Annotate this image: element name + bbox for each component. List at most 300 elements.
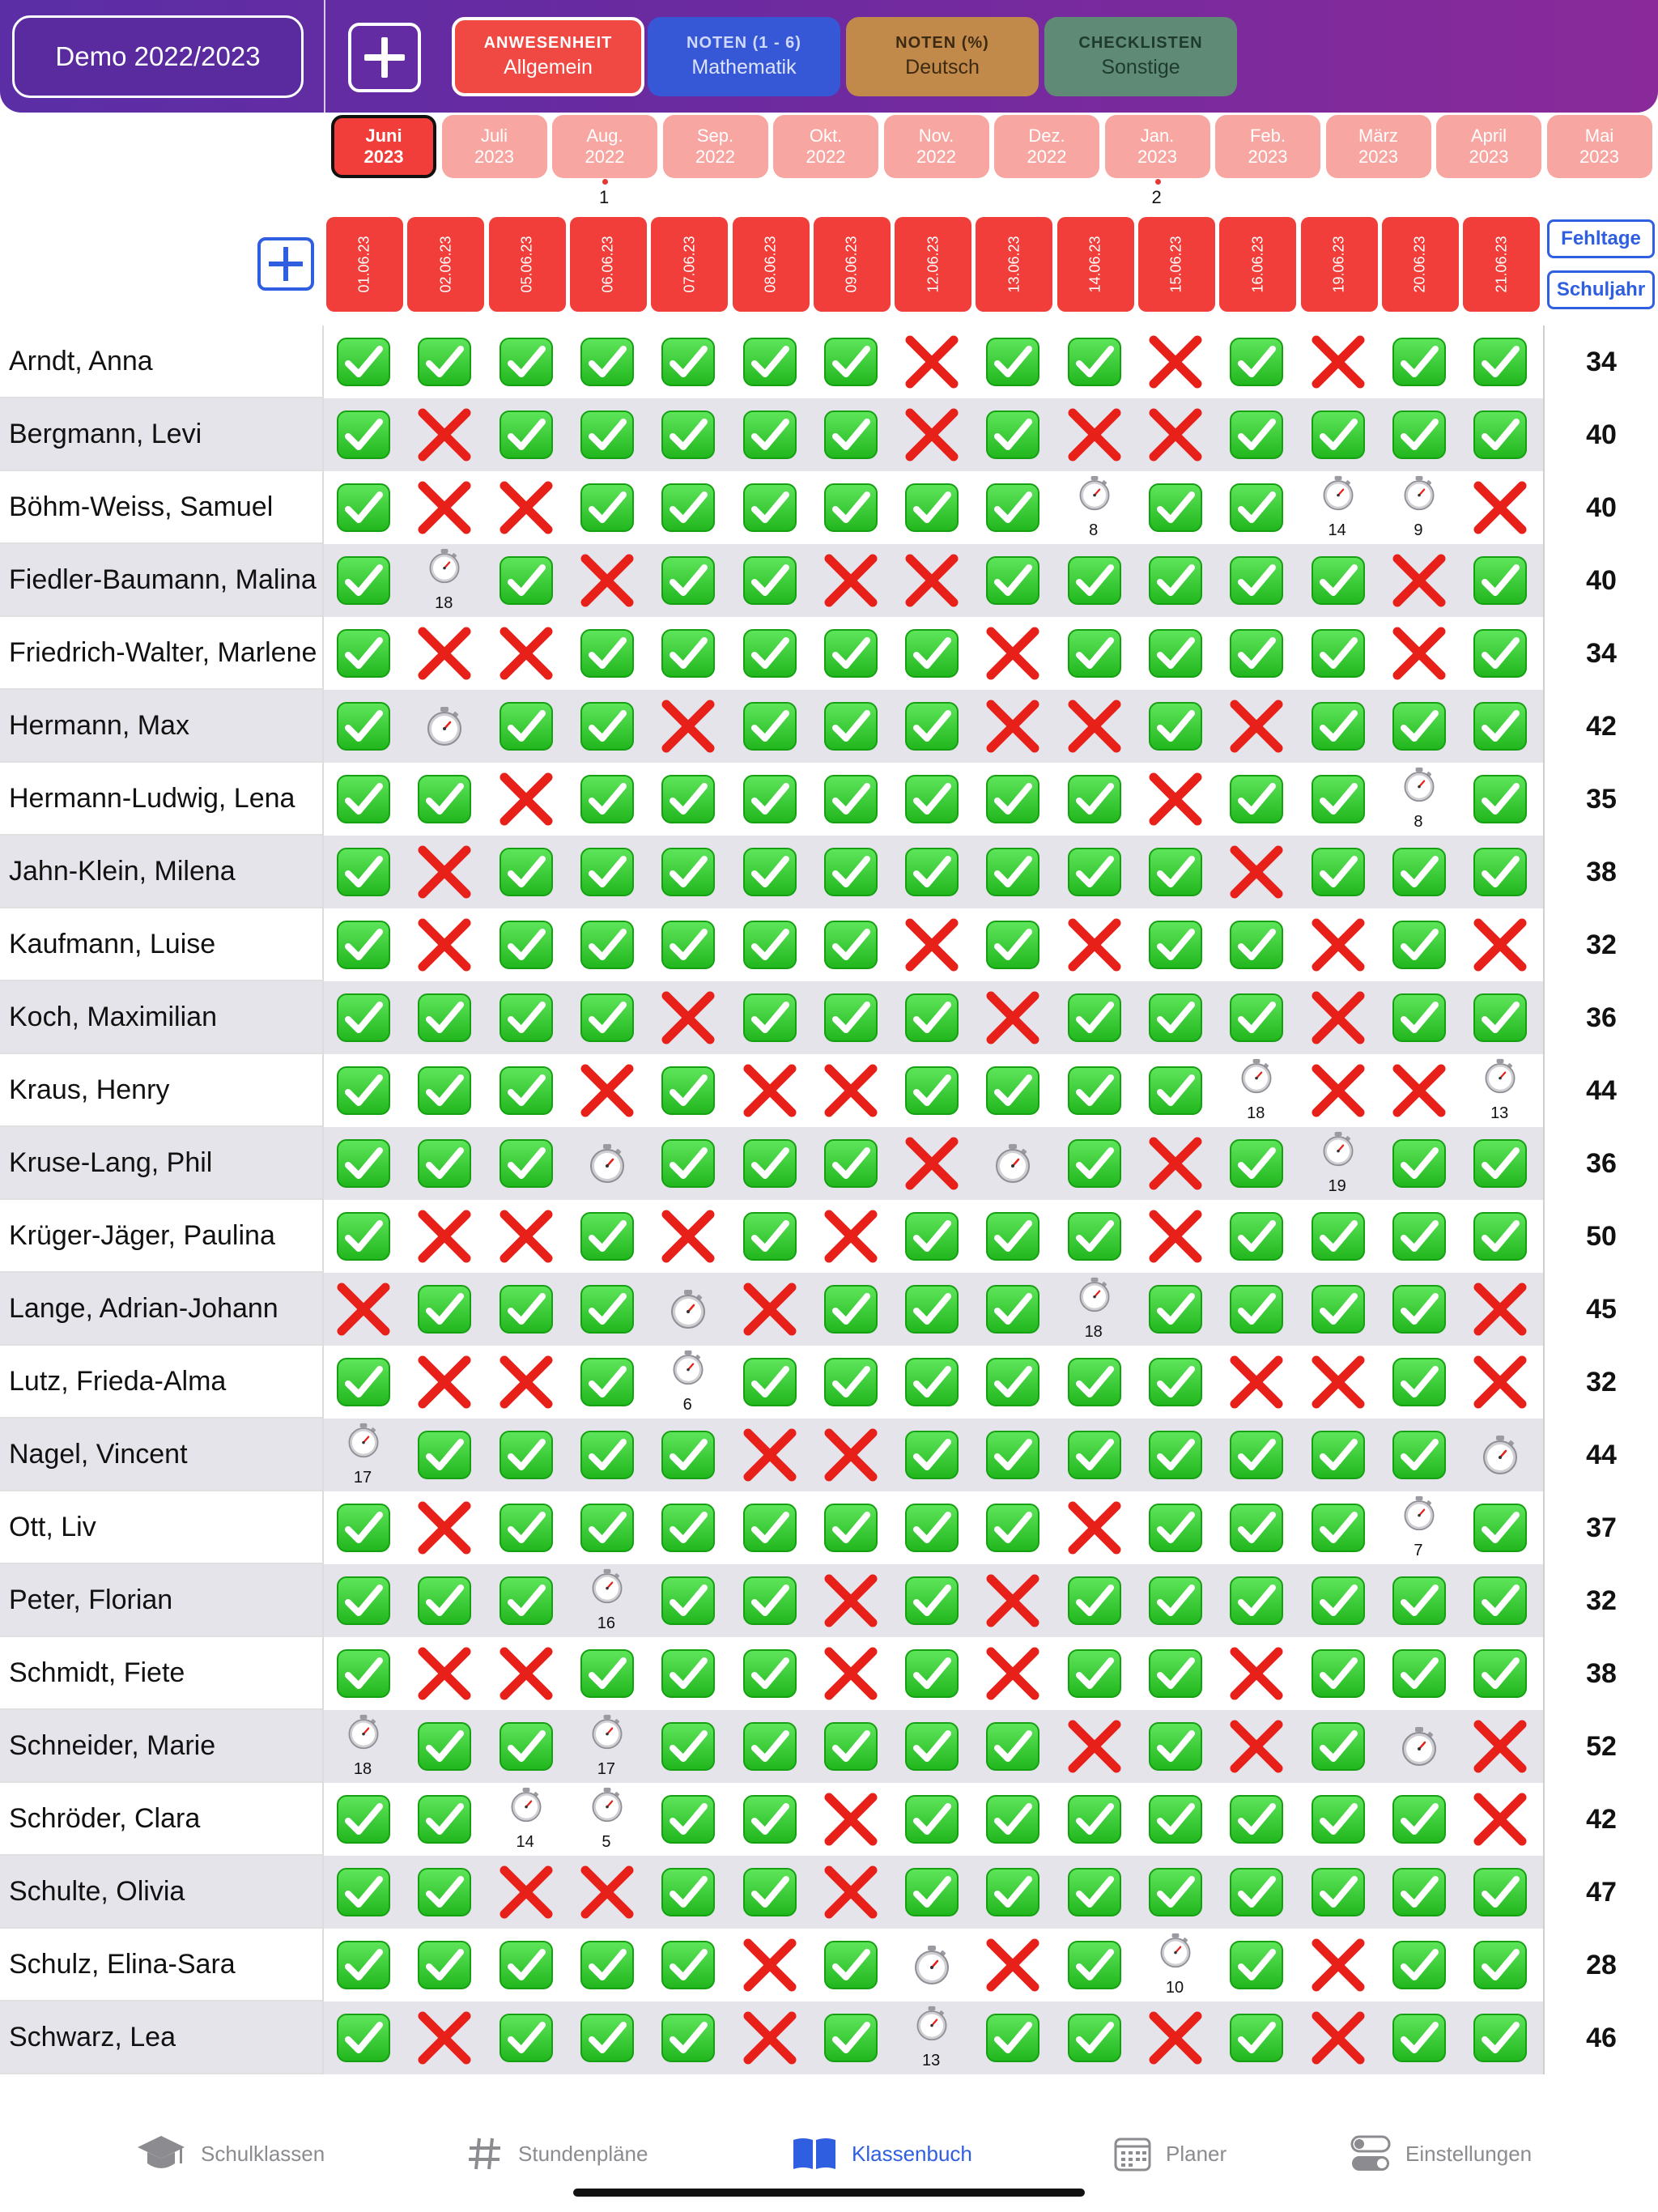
attendance-cell[interactable]	[892, 690, 970, 763]
attendance-cell[interactable]	[892, 1710, 970, 1783]
attendance-cell[interactable]	[324, 1710, 402, 1783]
student-name[interactable]: Hermann-Ludwig, Lena	[0, 763, 322, 836]
attendance-cell[interactable]	[405, 1273, 483, 1346]
date-column-header[interactable]: 12.06.23	[895, 217, 971, 312]
attendance-cell[interactable]	[730, 1637, 808, 1710]
attendance-cell[interactable]	[1217, 908, 1295, 981]
attendance-cell[interactable]	[1055, 1273, 1133, 1346]
attendance-cell[interactable]	[811, 398, 889, 471]
attendance-cell[interactable]	[973, 1419, 1051, 1491]
attendance-cell[interactable]	[973, 690, 1051, 763]
attendance-cell[interactable]	[1299, 1419, 1376, 1491]
attendance-cell[interactable]	[892, 1564, 970, 1637]
attendance-cell[interactable]	[1136, 1419, 1214, 1491]
attendance-cell[interactable]	[324, 1637, 402, 1710]
attendance-cell[interactable]	[487, 2001, 564, 2074]
attendance-cell[interactable]	[973, 1783, 1051, 1856]
attendance-cell[interactable]	[568, 1200, 645, 1273]
attendance-cell[interactable]	[568, 1419, 645, 1491]
attendance-cell[interactable]	[405, 836, 483, 908]
attendance-cell[interactable]	[892, 1273, 970, 1346]
attendance-cell[interactable]	[1299, 1783, 1376, 1856]
tab-noten-deutsch[interactable]: NOTEN (%) Deutsch	[846, 17, 1039, 96]
attendance-cell[interactable]	[487, 1346, 564, 1419]
attendance-cell[interactable]	[324, 763, 402, 836]
attendance-cell[interactable]	[1460, 1564, 1538, 1637]
attendance-cell[interactable]	[487, 617, 564, 690]
attendance-cell[interactable]	[1299, 1856, 1376, 1929]
attendance-cell[interactable]	[1380, 471, 1457, 544]
add-button[interactable]	[348, 23, 421, 92]
attendance-cell[interactable]	[1217, 836, 1295, 908]
attendance-cell[interactable]	[568, 981, 645, 1054]
month-8[interactable]	[1215, 115, 1320, 178]
attendance-cell[interactable]	[487, 690, 564, 763]
date-column-header[interactable]: 07.06.23	[651, 217, 728, 312]
attendance-cell[interactable]	[324, 836, 402, 908]
attendance-cell[interactable]	[973, 471, 1051, 544]
attendance-cell[interactable]	[1055, 763, 1133, 836]
student-name[interactable]: Friedrich-Walter, Marlene	[0, 617, 322, 690]
attendance-cell[interactable]	[568, 2001, 645, 2074]
attendance-cell[interactable]	[568, 1783, 645, 1856]
fehltage-button[interactable]: Fehltage	[1547, 219, 1655, 258]
attendance-cell[interactable]	[730, 2001, 808, 2074]
attendance-cell[interactable]	[324, 1200, 402, 1273]
date-column-header[interactable]: 01.06.23	[326, 217, 403, 312]
date-column-header[interactable]: 16.06.23	[1219, 217, 1296, 312]
attendance-cell[interactable]	[324, 398, 402, 471]
attendance-cell[interactable]	[811, 471, 889, 544]
attendance-cell[interactable]	[405, 544, 483, 617]
attendance-cell[interactable]	[405, 1637, 483, 1710]
attendance-cell[interactable]	[1055, 1419, 1133, 1491]
student-name[interactable]: Kraus, Henry	[0, 1054, 322, 1127]
attendance-cell[interactable]	[405, 981, 483, 1054]
attendance-cell[interactable]	[1136, 981, 1214, 1054]
attendance-cell[interactable]	[1136, 1273, 1214, 1346]
attendance-cell[interactable]	[1299, 617, 1376, 690]
attendance-cell[interactable]	[324, 908, 402, 981]
attendance-cell[interactable]	[648, 1564, 726, 1637]
student-name[interactable]: Böhm-Weiss, Samuel	[0, 471, 322, 544]
attendance-cell[interactable]	[811, 1637, 889, 1710]
date-column-header[interactable]: 21.06.23	[1463, 217, 1540, 312]
attendance-cell[interactable]	[487, 471, 564, 544]
attendance-cell[interactable]	[648, 1127, 726, 1200]
tab-checklisten[interactable]: CHECKLISTEN Sonstige	[1044, 17, 1237, 96]
attendance-cell[interactable]	[487, 1491, 564, 1564]
attendance-cell[interactable]	[568, 836, 645, 908]
attendance-cell[interactable]	[405, 1419, 483, 1491]
attendance-cell[interactable]	[730, 1929, 808, 2001]
attendance-cell[interactable]	[1380, 325, 1457, 398]
attendance-cell[interactable]	[811, 690, 889, 763]
attendance-cell[interactable]	[324, 690, 402, 763]
attendance-cell[interactable]	[324, 471, 402, 544]
attendance-cell[interactable]	[1299, 1200, 1376, 1273]
attendance-cell[interactable]	[648, 1200, 726, 1273]
attendance-cell[interactable]	[892, 981, 970, 1054]
attendance-cell[interactable]	[1299, 1273, 1376, 1346]
attendance-cell[interactable]	[487, 836, 564, 908]
attendance-cell[interactable]	[324, 1783, 402, 1856]
attendance-cell[interactable]	[1055, 1200, 1133, 1273]
attendance-cell[interactable]	[1380, 2001, 1457, 2074]
attendance-cell[interactable]	[1055, 1856, 1133, 1929]
attendance-cell[interactable]	[730, 690, 808, 763]
student-name[interactable]: Fiedler-Baumann, Malina	[0, 544, 322, 617]
month-9[interactable]	[1326, 115, 1431, 178]
nav-schulklassen[interactable]: Schulklassen	[136, 2129, 325, 2178]
attendance-cell[interactable]	[405, 908, 483, 981]
attendance-cell[interactable]	[1460, 398, 1538, 471]
attendance-cell[interactable]	[1460, 1273, 1538, 1346]
attendance-cell[interactable]	[405, 325, 483, 398]
student-name[interactable]: Lutz, Frieda-Alma	[0, 1346, 322, 1419]
attendance-cell[interactable]	[892, 325, 970, 398]
student-name[interactable]: Schulte, Olivia	[0, 1856, 322, 1929]
attendance-cell[interactable]	[1217, 544, 1295, 617]
attendance-cell[interactable]	[568, 1346, 645, 1419]
attendance-cell[interactable]	[892, 1491, 970, 1564]
attendance-cell[interactable]	[1217, 1419, 1295, 1491]
attendance-cell[interactable]	[730, 763, 808, 836]
student-name[interactable]: Hermann, Max	[0, 690, 322, 763]
attendance-cell[interactable]	[487, 908, 564, 981]
attendance-cell[interactable]	[324, 1856, 402, 1929]
attendance-cell[interactable]	[811, 1929, 889, 2001]
attendance-cell[interactable]	[568, 1054, 645, 1127]
attendance-cell[interactable]	[1136, 544, 1214, 617]
attendance-cell[interactable]	[568, 1929, 645, 2001]
attendance-cell[interactable]	[1136, 398, 1214, 471]
attendance-cell[interactable]	[1217, 690, 1295, 763]
attendance-cell[interactable]	[811, 1127, 889, 1200]
attendance-cell[interactable]	[1299, 763, 1376, 836]
attendance-cell[interactable]	[973, 1710, 1051, 1783]
attendance-cell[interactable]	[1136, 471, 1214, 544]
attendance-cell[interactable]	[487, 1929, 564, 2001]
attendance-cell[interactable]	[1460, 471, 1538, 544]
attendance-cell[interactable]	[487, 1273, 564, 1346]
attendance-cell[interactable]	[1460, 1929, 1538, 2001]
attendance-cell[interactable]	[648, 1491, 726, 1564]
attendance-cell[interactable]	[1217, 1564, 1295, 1637]
date-column-header[interactable]: 02.06.23	[407, 217, 484, 312]
student-name[interactable]: Schulz, Elina-Sara	[0, 1929, 322, 2001]
attendance-cell[interactable]	[1299, 836, 1376, 908]
attendance-cell[interactable]	[1380, 1637, 1457, 1710]
add-date-button[interactable]	[257, 237, 314, 291]
date-column-header[interactable]: 20.06.23	[1382, 217, 1459, 312]
attendance-cell[interactable]	[1460, 617, 1538, 690]
attendance-cell[interactable]	[1299, 690, 1376, 763]
attendance-cell[interactable]	[1136, 1710, 1214, 1783]
attendance-cell[interactable]	[973, 1564, 1051, 1637]
attendance-cell[interactable]	[568, 1564, 645, 1637]
attendance-cell[interactable]	[1380, 1346, 1457, 1419]
attendance-cell[interactable]	[1380, 1491, 1457, 1564]
attendance-cell[interactable]	[1460, 325, 1538, 398]
month-3[interactable]	[663, 115, 768, 178]
attendance-cell[interactable]	[811, 1346, 889, 1419]
attendance-cell[interactable]	[1217, 2001, 1295, 2074]
attendance-cell[interactable]	[1055, 981, 1133, 1054]
attendance-cell[interactable]	[1217, 1637, 1295, 1710]
attendance-cell[interactable]	[1217, 1491, 1295, 1564]
date-column-header[interactable]: 14.06.23	[1057, 217, 1134, 312]
attendance-cell[interactable]	[1055, 471, 1133, 544]
attendance-cell[interactable]	[973, 836, 1051, 908]
month-0[interactable]	[331, 115, 436, 178]
attendance-cell[interactable]	[892, 1346, 970, 1419]
attendance-cell[interactable]	[973, 908, 1051, 981]
attendance-cell[interactable]	[405, 1710, 483, 1783]
nav-stundenplaene[interactable]: Stundenpläne	[466, 2129, 648, 2178]
attendance-cell[interactable]	[730, 1710, 808, 1783]
attendance-cell[interactable]	[811, 836, 889, 908]
month-7[interactable]	[1105, 115, 1210, 178]
attendance-cell[interactable]	[730, 1783, 808, 1856]
attendance-cell[interactable]	[1217, 1346, 1295, 1419]
attendance-cell[interactable]	[1299, 1710, 1376, 1783]
schuljahr-button[interactable]: Schuljahr	[1547, 270, 1655, 309]
attendance-cell[interactable]	[1217, 325, 1295, 398]
attendance-cell[interactable]	[892, 1929, 970, 2001]
attendance-cell[interactable]	[811, 1564, 889, 1637]
attendance-cell[interactable]	[1055, 1710, 1133, 1783]
attendance-cell[interactable]	[730, 1346, 808, 1419]
attendance-cell[interactable]	[1380, 1856, 1457, 1929]
attendance-cell[interactable]	[1460, 763, 1538, 836]
attendance-cell[interactable]	[324, 981, 402, 1054]
attendance-cell[interactable]	[648, 1637, 726, 1710]
attendance-cell[interactable]	[811, 1856, 889, 1929]
attendance-cell[interactable]	[324, 1273, 402, 1346]
attendance-cell[interactable]	[568, 325, 645, 398]
attendance-cell[interactable]	[1217, 1856, 1295, 1929]
date-column-header[interactable]: 15.06.23	[1138, 217, 1215, 312]
attendance-cell[interactable]	[405, 2001, 483, 2074]
attendance-cell[interactable]	[892, 471, 970, 544]
attendance-cell[interactable]	[1299, 398, 1376, 471]
attendance-cell[interactable]	[568, 544, 645, 617]
attendance-cell[interactable]	[973, 544, 1051, 617]
attendance-cell[interactable]	[1055, 325, 1133, 398]
attendance-cell[interactable]	[1380, 690, 1457, 763]
attendance-cell[interactable]	[973, 1929, 1051, 2001]
student-name[interactable]: Ott, Liv	[0, 1491, 322, 1564]
attendance-cell[interactable]	[730, 836, 808, 908]
attendance-cell[interactable]	[1460, 981, 1538, 1054]
attendance-cell[interactable]	[568, 690, 645, 763]
attendance-cell[interactable]	[648, 325, 726, 398]
attendance-cell[interactable]	[324, 1564, 402, 1637]
attendance-cell[interactable]	[1055, 690, 1133, 763]
attendance-cell[interactable]	[1136, 1346, 1214, 1419]
date-column-header[interactable]: 08.06.23	[733, 217, 810, 312]
attendance-cell[interactable]	[1460, 1783, 1538, 1856]
attendance-cell[interactable]	[487, 398, 564, 471]
attendance-cell[interactable]	[892, 1127, 970, 1200]
attendance-cell[interactable]	[1217, 981, 1295, 1054]
attendance-cell[interactable]	[1055, 544, 1133, 617]
attendance-cell[interactable]	[487, 1200, 564, 1273]
attendance-cell[interactable]	[1136, 836, 1214, 908]
attendance-cell[interactable]	[1380, 1929, 1457, 2001]
attendance-cell[interactable]	[405, 1054, 483, 1127]
attendance-cell[interactable]	[1136, 1856, 1214, 1929]
attendance-cell[interactable]	[1299, 1637, 1376, 1710]
attendance-cell[interactable]	[648, 836, 726, 908]
attendance-cell[interactable]	[892, 763, 970, 836]
student-name[interactable]: Jahn-Klein, Milena	[0, 836, 322, 908]
attendance-cell[interactable]	[1217, 1783, 1295, 1856]
student-name[interactable]: Kaufmann, Luise	[0, 908, 322, 981]
attendance-cell[interactable]	[973, 1273, 1051, 1346]
attendance-cell[interactable]	[811, 1491, 889, 1564]
attendance-cell[interactable]	[487, 1419, 564, 1491]
attendance-cell[interactable]	[1299, 471, 1376, 544]
attendance-cell[interactable]	[1136, 1200, 1214, 1273]
attendance-cell[interactable]	[892, 2001, 970, 2074]
attendance-cell[interactable]	[811, 1200, 889, 1273]
attendance-cell[interactable]	[487, 1054, 564, 1127]
attendance-cell[interactable]	[1299, 2001, 1376, 2074]
attendance-cell[interactable]	[324, 325, 402, 398]
attendance-cell[interactable]	[1460, 1637, 1538, 1710]
attendance-cell[interactable]	[892, 836, 970, 908]
attendance-cell[interactable]	[1380, 1054, 1457, 1127]
attendance-cell[interactable]	[973, 325, 1051, 398]
attendance-cell[interactable]	[568, 1127, 645, 1200]
attendance-cell[interactable]	[648, 471, 726, 544]
attendance-cell[interactable]	[811, 1054, 889, 1127]
attendance-cell[interactable]	[648, 544, 726, 617]
student-name[interactable]: Schwarz, Lea	[0, 2001, 322, 2074]
attendance-cell[interactable]	[1380, 1127, 1457, 1200]
student-name[interactable]: Peter, Florian	[0, 1564, 322, 1637]
attendance-cell[interactable]	[1299, 325, 1376, 398]
attendance-cell[interactable]	[568, 908, 645, 981]
attendance-cell[interactable]	[892, 398, 970, 471]
attendance-cell[interactable]	[1136, 1637, 1214, 1710]
attendance-cell[interactable]	[1217, 1710, 1295, 1783]
attendance-cell[interactable]	[648, 1783, 726, 1856]
attendance-cell[interactable]	[568, 617, 645, 690]
attendance-cell[interactable]	[1380, 981, 1457, 1054]
attendance-cell[interactable]	[1299, 908, 1376, 981]
date-column-header[interactable]: 09.06.23	[814, 217, 891, 312]
attendance-cell[interactable]	[324, 2001, 402, 2074]
tab-noten-mathematik[interactable]: NOTEN (1 - 6) Mathematik	[648, 17, 840, 96]
attendance-cell[interactable]	[1136, 1491, 1214, 1564]
attendance-cell[interactable]	[811, 981, 889, 1054]
attendance-cell[interactable]	[1460, 1419, 1538, 1491]
month-10[interactable]	[1436, 115, 1541, 178]
attendance-cell[interactable]	[730, 617, 808, 690]
attendance-cell[interactable]	[1380, 1710, 1457, 1783]
student-name[interactable]: Schmidt, Fiete	[0, 1637, 322, 1710]
attendance-cell[interactable]	[730, 1419, 808, 1491]
attendance-cell[interactable]	[324, 1419, 402, 1491]
attendance-cell[interactable]	[405, 1127, 483, 1200]
attendance-cell[interactable]	[1380, 617, 1457, 690]
attendance-cell[interactable]	[405, 1564, 483, 1637]
attendance-cell[interactable]	[648, 2001, 726, 2074]
attendance-cell[interactable]	[487, 325, 564, 398]
attendance-cell[interactable]	[973, 1127, 1051, 1200]
attendance-cell[interactable]	[973, 1637, 1051, 1710]
attendance-cell[interactable]	[1460, 836, 1538, 908]
attendance-cell[interactable]	[1460, 544, 1538, 617]
attendance-cell[interactable]	[811, 617, 889, 690]
attendance-cell[interactable]	[405, 1346, 483, 1419]
attendance-cell[interactable]	[811, 1710, 889, 1783]
attendance-cell[interactable]	[648, 1929, 726, 2001]
attendance-cell[interactable]	[324, 1491, 402, 1564]
attendance-cell[interactable]	[811, 544, 889, 617]
attendance-cell[interactable]	[487, 1710, 564, 1783]
attendance-cell[interactable]	[1217, 763, 1295, 836]
attendance-cell[interactable]	[487, 763, 564, 836]
attendance-cell[interactable]	[1055, 1346, 1133, 1419]
attendance-cell[interactable]	[1299, 1346, 1376, 1419]
attendance-cell[interactable]	[1136, 617, 1214, 690]
attendance-cell[interactable]	[405, 1929, 483, 2001]
attendance-cell[interactable]	[1217, 1127, 1295, 1200]
attendance-cell[interactable]	[1460, 1346, 1538, 1419]
attendance-cell[interactable]	[1299, 1491, 1376, 1564]
attendance-cell[interactable]	[1460, 1054, 1538, 1127]
attendance-cell[interactable]	[1055, 1564, 1133, 1637]
month-2[interactable]	[552, 115, 657, 178]
attendance-cell[interactable]	[1380, 836, 1457, 908]
attendance-cell[interactable]	[1217, 1200, 1295, 1273]
attendance-cell[interactable]	[892, 1419, 970, 1491]
attendance-cell[interactable]	[892, 1783, 970, 1856]
student-name[interactable]: Schröder, Clara	[0, 1783, 322, 1856]
attendance-cell[interactable]	[648, 981, 726, 1054]
student-name[interactable]: Schneider, Marie	[0, 1710, 322, 1783]
attendance-cell[interactable]	[1136, 325, 1214, 398]
attendance-cell[interactable]	[1460, 690, 1538, 763]
attendance-cell[interactable]	[405, 1783, 483, 1856]
attendance-cell[interactable]	[1136, 1564, 1214, 1637]
attendance-cell[interactable]	[1136, 1127, 1214, 1200]
attendance-cell[interactable]	[1299, 1564, 1376, 1637]
attendance-cell[interactable]	[973, 398, 1051, 471]
attendance-cell[interactable]	[1055, 836, 1133, 908]
attendance-cell[interactable]	[811, 325, 889, 398]
attendance-cell[interactable]	[1460, 1491, 1538, 1564]
attendance-cell[interactable]	[648, 763, 726, 836]
attendance-cell[interactable]	[405, 763, 483, 836]
attendance-cell[interactable]	[1055, 2001, 1133, 2074]
attendance-cell[interactable]	[973, 1054, 1051, 1127]
attendance-cell[interactable]	[892, 1856, 970, 1929]
attendance-cell[interactable]	[1380, 1419, 1457, 1491]
attendance-cell[interactable]	[1136, 1929, 1214, 2001]
attendance-cell[interactable]	[648, 690, 726, 763]
attendance-cell[interactable]	[1299, 981, 1376, 1054]
attendance-cell[interactable]	[1460, 2001, 1538, 2074]
attendance-cell[interactable]	[811, 2001, 889, 2074]
nav-einstellungen[interactable]: Einstellungen	[1350, 2129, 1532, 2178]
attendance-cell[interactable]	[1380, 544, 1457, 617]
attendance-cell[interactable]	[568, 1856, 645, 1929]
